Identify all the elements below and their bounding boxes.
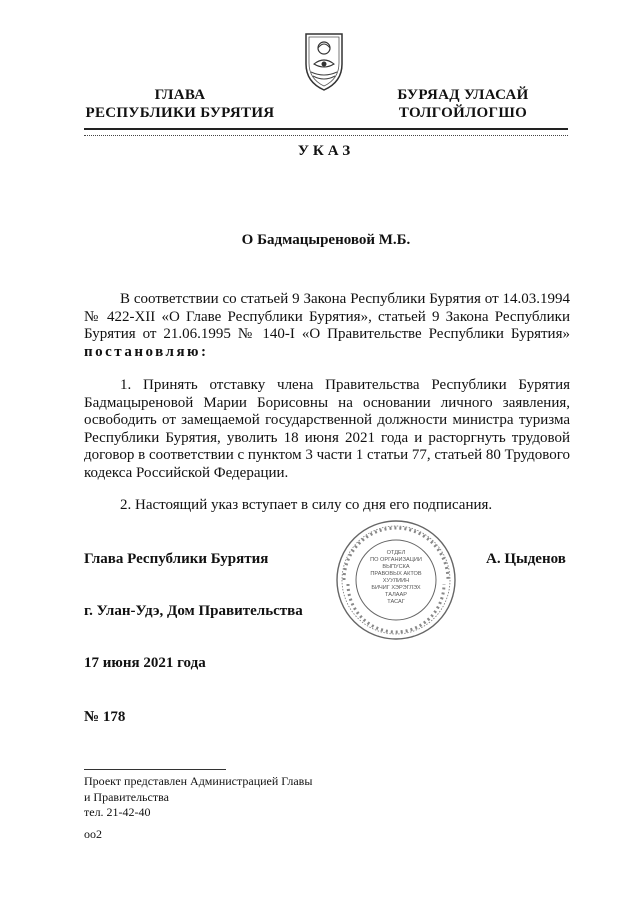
- item-2-paragraph: 2. Настоящий указ вступает в силу со дня его подписания.: [120, 497, 493, 513]
- header-right-line1: БУРЯАД УЛАСАЙ: [397, 87, 529, 103]
- seal-line-3: ВЫПУСКА: [382, 564, 410, 570]
- seal-line-8: ТАСАГ: [387, 599, 405, 605]
- decree-word: постановляю:: [84, 343, 209, 360]
- document-code: оо2: [84, 827, 102, 841]
- signatory-position: Глава Республики Бурятия: [84, 551, 269, 567]
- issue-date: 17 июня 2021 года: [84, 655, 206, 671]
- decree-number: № 178: [84, 709, 126, 725]
- document-subject: О Бадмацыреновой М.Б.: [241, 232, 411, 248]
- coat-of-arms-icon: [298, 30, 350, 92]
- header-right: [365, 86, 561, 122]
- signatory-name: А. Цыденов: [486, 551, 566, 567]
- header-left-line1: ГЛАВА: [154, 87, 206, 103]
- header-left-line2: РЕСПУБЛИКИ БУРЯТИЯ: [85, 105, 275, 121]
- header-right-line2: ТОЛГОЙЛОГШО: [398, 105, 528, 121]
- issue-place: г. Улан-Удэ, Дом Правительства: [84, 603, 303, 619]
- footer-note: [84, 774, 312, 821]
- seal-line-1: ОТДЕЛ: [386, 550, 406, 556]
- footer-line-2: и Правительства: [84, 789, 169, 804]
- seal-line-7: ТАЛААР: [385, 592, 407, 598]
- footer-line-1: Проект представлен Администрацией Главы: [84, 774, 313, 788]
- seal-line-6: БИЧИГ ХЭРЭГЛЭХ: [371, 585, 421, 591]
- document-title: УКАЗ: [297, 143, 355, 159]
- seal-line-4: ПРАВОВЫХ АКТОВ: [370, 571, 422, 577]
- seal-line-5: ХУУЛИИН: [382, 578, 410, 584]
- preamble-text: В соответствии со статьей 9 Закона Республики Бурятия от 14.03.1994 № 422-XII «О Главе Республики Бурятия», статьей 9 Закона Республики Бурятия от 21.06.1995 № 140-I «О Правительстве Республики Бурятия»: [84, 291, 570, 342]
- footer-divider: [84, 769, 226, 770]
- preamble-paragraph: [84, 291, 570, 361]
- item-1-paragraph: 1. Принять отставку члена Правительства Республики Бурятия Бадмацыреновой Марии Борисовны на основании личного заявления, освободить от замещаемой государственной должности министра туризма Республики Бурятия, уволить 18 июня 2021 года и расторгнуть трудовой договор в соответствии с пунктом 3 части 1 статьи 77, статьей 80 Трудового кодекса Российской Федерации.: [84, 377, 570, 481]
- footer-line-3: тел. 21-42-40: [84, 805, 151, 819]
- header-left: [82, 86, 278, 122]
- official-seal-icon: [334, 518, 458, 642]
- header-divider-dotted: [84, 135, 568, 136]
- seal-line-2: ПО ОРГАНИЗАЦИИ: [370, 557, 422, 563]
- header-divider: [84, 128, 568, 130]
